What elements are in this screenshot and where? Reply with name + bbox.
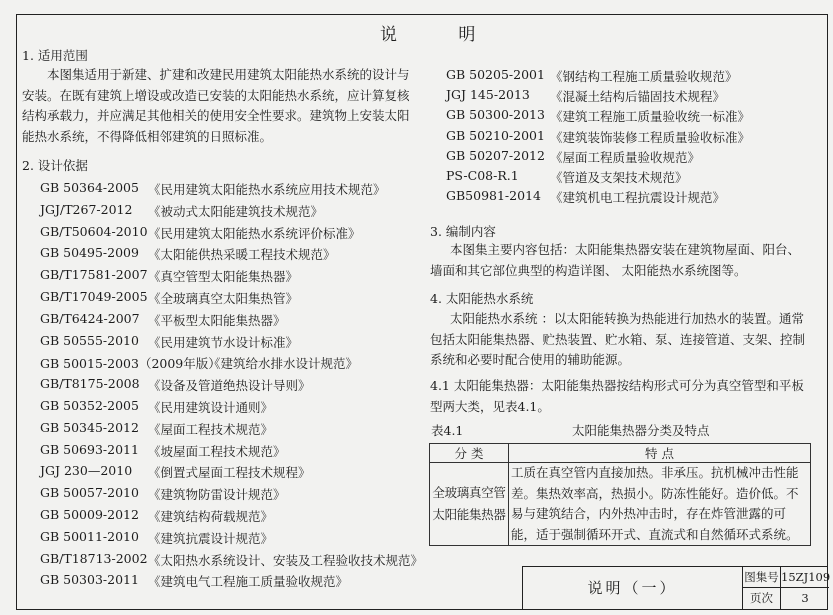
standard-code: JGJ 145-2013 bbox=[446, 87, 530, 103]
standard-name: 《民用建筑节水设计标准》 bbox=[148, 334, 299, 350]
standard-code: GB 50205-2001 bbox=[446, 67, 545, 82]
standard-name: 《建筑给水排水设计规范》 bbox=[208, 356, 359, 372]
section-3-body: 本图集主要内容包括：太阳能集热器安装在建筑物屋面、阳台、墙面和其它部位典型的构造详图、 太阳能热水系统图等。 bbox=[430, 242, 801, 278]
standard-name: 《建筑物防雷设计规范》 bbox=[148, 487, 286, 503]
standard-code: GB 50303-2011 bbox=[40, 572, 139, 588]
standard-name: 《建筑抗震设计规范》 bbox=[148, 530, 274, 546]
page-label: 页次 bbox=[743, 588, 781, 609]
standard-name: 《民用建筑太阳能热水系统应用技术规范》 bbox=[148, 182, 386, 197]
standard-name: 《建筑结构荷载规范》 bbox=[148, 509, 274, 524]
standard-code: GB/T8175-2008 bbox=[40, 376, 140, 392]
standard-name: 《钢结构工程施工质量验收规范》 bbox=[550, 69, 738, 84]
standard-name: 《混凝土结构后锚固技术规程》 bbox=[550, 89, 726, 105]
table-caption: 太阳能集热器分类及特点 bbox=[572, 423, 710, 438]
standard-code: GB/T18713-2002 bbox=[40, 550, 148, 566]
standard-code: GB 50009-2012 bbox=[40, 507, 139, 522]
section-2-heading: 2. 设计依据 bbox=[22, 158, 88, 173]
standard-code: GB/T6424-2007 bbox=[40, 310, 140, 326]
standard-code: GB 50352-2005 bbox=[40, 398, 139, 413]
standard-code: GB 50345-2012 bbox=[40, 419, 139, 435]
standard-name: 《倒置式屋面工程技术规程》 bbox=[148, 465, 311, 481]
standard-code: GB 50011-2010 bbox=[40, 528, 139, 544]
standard-name: 《太阳能供热采暖工程技术规范》 bbox=[148, 247, 336, 263]
standard-code: GB/T17581-2007 bbox=[40, 267, 148, 283]
section-4-heading: 4. 太阳能热水系统 bbox=[430, 291, 534, 306]
standard-name: 《坡屋面工程技术规范》 bbox=[148, 443, 286, 459]
standard-code: GB 50300-2013 bbox=[446, 107, 545, 123]
section-1-body: 本图集适用于新建、扩建和改建民用建筑太阳能热水系统的设计与安装。在既有建筑上增设或改造已安装的太阳能热水系统，应计算复核结构承载力，并应满足其他相关的使用安全性要求。建筑物上安装太阳能热水系统，不得降低相邻建筑的日照标准。 bbox=[22, 67, 410, 144]
atlas-number-label: 图集号 bbox=[743, 567, 781, 588]
standard-code: JGJ/T267-2012 bbox=[40, 201, 133, 217]
standard-code: GB 50210-2001 bbox=[446, 127, 545, 143]
standard-code: PS-C08-R.1 bbox=[446, 168, 519, 183]
standard-name: 《管道及支架技术规范》 bbox=[550, 170, 688, 185]
standard-name: 《屋面工程技术规范》 bbox=[148, 421, 274, 437]
atlas-number-value: 15ZJ109 bbox=[781, 567, 829, 588]
standard-name: 《民用建筑设计通则》 bbox=[148, 400, 274, 415]
title-block bbox=[522, 566, 831, 610]
table-cell-feature: 工质在真空管内直接加热。非承压。抗机械冲击性能差。集热效率高，热损小。防冻性能好。造价低。不易与建筑结合，内外热冲击时，存在炸管泄露的可能，适于强制循环开式、直流式和自然循环式系统。 bbox=[509, 463, 811, 546]
collector-table bbox=[429, 443, 811, 546]
section-1-heading: 1. 适用范围 bbox=[22, 48, 88, 63]
page-value: 3 bbox=[801, 591, 809, 605]
section-3-heading: 3. 编制内容 bbox=[430, 224, 496, 239]
section-4-body: 太阳能热水系统 ：以太阳能转换为热能进行加热水的装置。通常包括太阳能集热器、贮热装置、贮水箱、泵、连接管道、支架、控制系统和必要时配合使用的辅助能源。 bbox=[430, 311, 806, 367]
table-cell-type: 全玻璃真空管太阳能集热器 bbox=[430, 463, 509, 546]
standard-code: GB 50693-2011 bbox=[40, 441, 139, 457]
standard-name: 《建筑工程施工质量验收统一标准》 bbox=[550, 109, 751, 125]
standard-name: 《设备及管道绝热设计导则》 bbox=[148, 378, 311, 394]
standard-name: 《被动式太阳能建筑技术规范》 bbox=[148, 203, 324, 219]
standard-code: GB/T50604-2010 bbox=[40, 223, 148, 239]
sheet-name: 说明（一） bbox=[523, 567, 743, 609]
standard-code: GB 50364-2005 bbox=[40, 180, 139, 195]
standard-code: GB 50495-2009 bbox=[40, 245, 139, 261]
section-4-1-body: 4.1 太阳能集热器：太阳能集热器按结构形式可分为真空管型和平板型两大类，见表4.1。 bbox=[430, 378, 804, 414]
standard-code: GB 50057-2010 bbox=[40, 485, 139, 501]
page-title: 说 明 bbox=[380, 25, 504, 45]
standard-name: 《太阳热水系统设计、安装及工程验收技术规范》 bbox=[148, 552, 424, 568]
table-header-feature: 特 点 bbox=[509, 444, 811, 463]
standard-name: 《真空管型太阳能集热器》 bbox=[148, 269, 299, 285]
table-header-type: 分 类 bbox=[430, 444, 509, 463]
standard-name: 《建筑装饰装修工程质量验收标准》 bbox=[550, 129, 751, 145]
standard-code: GB/T17049-2005 bbox=[40, 289, 148, 304]
standard-name: 《平板型太阳能集热器》 bbox=[148, 312, 286, 328]
standard-code: GB 50015-2003（2009年版） bbox=[40, 356, 221, 372]
standard-name: 《民用建筑太阳能热水系统评价标准》 bbox=[148, 225, 361, 241]
standard-code: GB 50555-2010 bbox=[40, 332, 139, 348]
standard-name: 《建筑机电工程抗震设计规范》 bbox=[550, 190, 726, 206]
standard-name: 《全玻璃真空太阳集热管》 bbox=[148, 291, 299, 306]
table-id: 表4.1 bbox=[431, 423, 464, 438]
standard-code: JGJ 230—2010 bbox=[40, 463, 133, 479]
standard-name: 《屋面工程质量验收规范》 bbox=[550, 149, 701, 165]
standard-code: GB 50207-2012 bbox=[446, 147, 545, 163]
standard-name: 《建筑电气工程施工质量验收规范》 bbox=[148, 574, 349, 590]
standard-code: GB50981-2014 bbox=[446, 188, 541, 204]
